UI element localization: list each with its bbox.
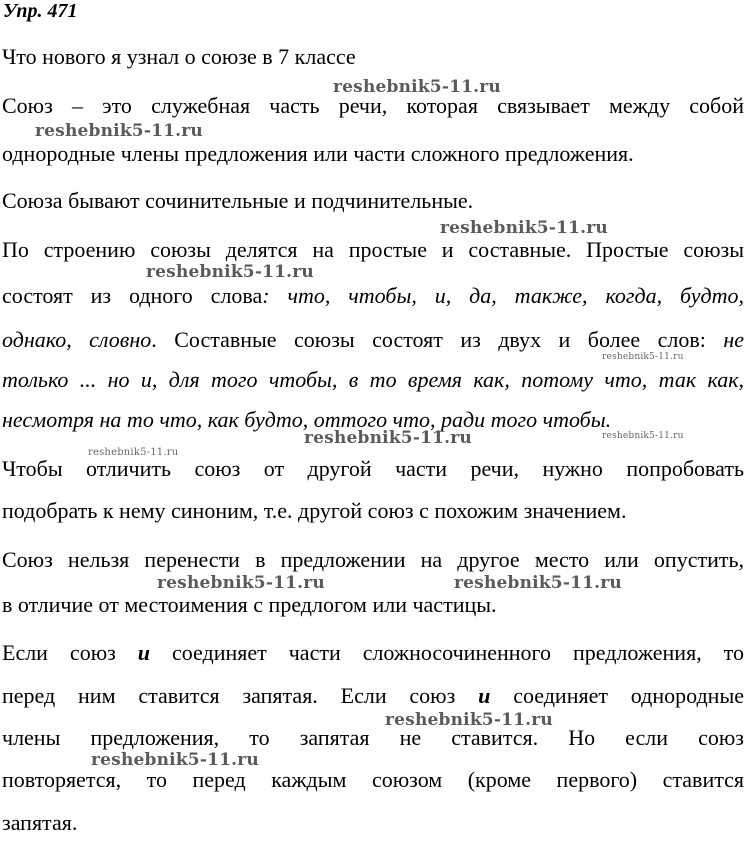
p5-line-2: в отличие от местоимения с предлогом или частицы. [2, 592, 497, 617]
watermark-5: reshebnik5-11.ru [602, 352, 684, 362]
p3-line-5: несмотря на то что, как будто, оттого что, ради того чтобы. [2, 407, 612, 432]
p6-line-5: запятая. [2, 810, 78, 835]
p1-line-2: однородные члены предложения или части сложного предложения. [2, 141, 634, 166]
union-i-1: и [137, 640, 151, 665]
watermark-6: reshebnik5-11.ru [304, 428, 472, 448]
union-i-2: и [478, 683, 491, 708]
p3-line-2 [2, 283, 744, 309]
p6-line-2 [2, 683, 744, 709]
p5-line-1: Союз нельзя перенести в предложении на другое место или опустить, [2, 547, 744, 572]
p2-line: Союза бывают сочинительные и подчинительные. [2, 188, 474, 213]
p3-line-1: По строению союзы делятся на простые и составные. Простые союзы [2, 237, 744, 262]
p3-line-2-b: : что, чтобы, и, да, также, когда, будто, [262, 283, 745, 308]
watermark-4: reshebnik5-11.ru [146, 262, 314, 282]
watermark-12: reshebnik5-11.ru [91, 750, 259, 770]
p4-line-2: подобрать к нему синоним, т.е. другой союз с похожим значением. [2, 498, 627, 523]
p3-line-3-c: не [723, 327, 745, 352]
heading: Что нового я узнал о союзе в 7 классе [2, 44, 356, 69]
p3-line-4: только ... но и, для того чтобы, в то время как, потому что, так как, [2, 367, 744, 392]
p1-line-1: Союз – это служебная часть речи, которая связывает между собой [2, 93, 744, 118]
p3-line-3-a: однако, словно [2, 327, 152, 352]
p4-line-1: Чтобы отличить союз от другой части речи, нужно попробовать [2, 456, 744, 481]
p6-line-4: повторяется, то перед каждым союзом (кроме первого) ставится [2, 767, 744, 792]
p6-line-2-b: соединяет однородные [490, 683, 744, 708]
watermark-2: reshebnik5-11.ru [35, 121, 203, 141]
p3-line-3-b: . Составные союзы состоят из двух и более слов: [151, 327, 724, 352]
p6-line-1 [2, 640, 744, 666]
p3-line-2-a: состоят из одного слова [2, 283, 263, 308]
watermark-3: reshebnik5-11.ru [440, 218, 608, 238]
watermark-7: reshebnik5-11.ru [602, 431, 684, 441]
p6-line-1-a: Если союз [2, 640, 138, 665]
p3-line-3 [2, 327, 744, 353]
watermark-8: reshebnik5-11.ru [88, 447, 179, 458]
watermark-10: reshebnik5-11.ru [454, 573, 622, 593]
p6-line-1-b: соединяет части сложносочиненного предложения, то [150, 640, 744, 665]
watermark-11: reshebnik5-11.ru [385, 710, 553, 730]
watermark-9: reshebnik5-11.ru [157, 573, 325, 593]
p6-line-3: члены предложения, то запятая не ставится. Но если союз [2, 725, 744, 750]
p6-line-2-a: перед ним ставится запятая. Если союз [2, 683, 479, 708]
exercise-title: Упр. 471 [3, 0, 78, 22]
watermark-1: reshebnik5-11.ru [333, 77, 501, 97]
